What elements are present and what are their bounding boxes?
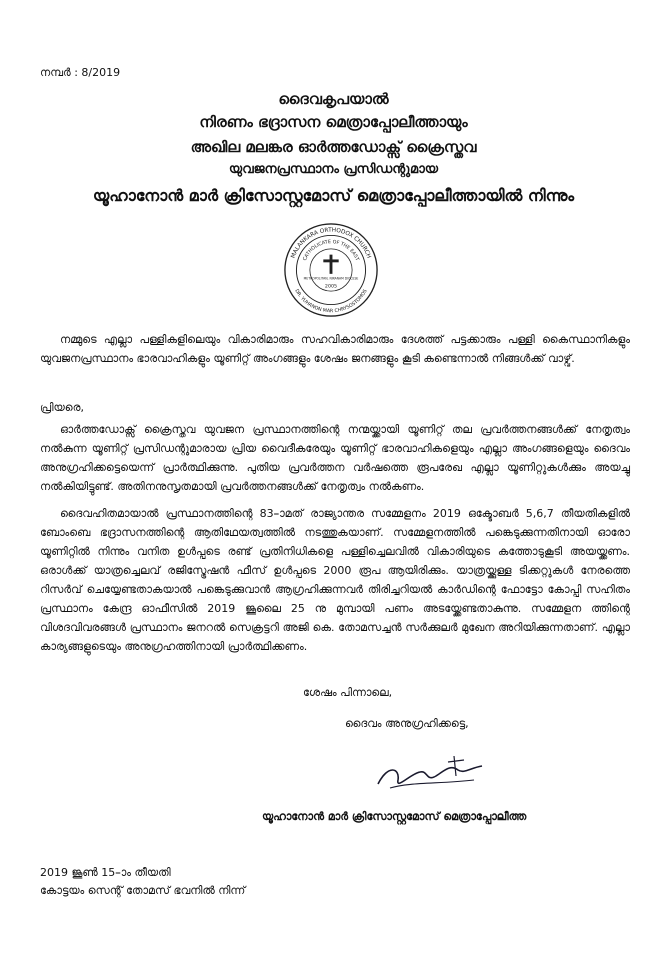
greeting-paragraph: നമ്മുടെ എല്ലാ പള്ളികളിലെയും വികാരിമാരും സഹവികാരിമാരും ദേശത്ത് പട്ടക്കാരും പള്ളി കൈസ്ഥാനികളും യുവജനപ്രസ്ഥാനം ഭാരവാഹികളും യൂണിറ്റ് അംഗങ്ങളും ശേഷം ജനങ്ങളും കൂടി കണ്ടെന്നാല്‍ നിങ്ങള്‍ക്ക് വാഴ്വ്.: [40, 333, 630, 365]
seal-bottom-text: DR. YUHANON MAR CHRYSOSTOMOS: [293, 288, 369, 315]
signer-name: യൂഹാനോന്‍ മാര്‍ ക്രിസോസ്റ്റമോസ് മെത്രാപ്പോലീത്ത: [262, 810, 527, 823]
header-line-2: നിരണം ഭദ്രാസന മെത്രാപ്പോലീത്തായും: [199, 113, 468, 131]
signature-image: [370, 746, 490, 796]
issue-date: 2019 ജൂണ്‍ 15–ാം തീയതി: [40, 866, 171, 879]
header-line-3: അഖില മലങ്കര ഓര്‍ത്തഡോക്സ് ക്രൈസ്തവ: [190, 138, 477, 156]
header-line-1: ദൈവകൃപയാല്‍: [278, 90, 389, 108]
closing-line-1: ശേഷം പിന്നാലെ,: [303, 686, 393, 699]
issue-place: കോട്ടയം സെന്റ് തോമസ് ഭവനില്‍ നിന്ന്: [40, 884, 246, 897]
seal-center-text: METROPOLITAN, NIRANAM DIOCESE: [303, 276, 359, 281]
header-line-4: യുവജനപ്രസ്ഥാനം പ്രസിഡന്റുമായ: [228, 162, 439, 177]
church-seal: [283, 222, 379, 318]
body-paragraph-1: ഓര്‍ത്തഡോക്സ് ക്രൈസ്തവ യുവജന പ്രസ്ഥാനത്തിന്റെ നന്മയ്ക്കായി യൂണിറ്റ് തല പ്രവര്‍ത്തനങ്ങള്‍ക്ക് നേതൃത്വം നല്‍കുന്ന യൂണിറ്റ് പ്രസിഡന്റുമാരായ പ്രിയ വൈദീകരേയും യൂണിറ്റ് ഭാരവാഹികളെയും എല്ലാ അംഗങ്ങളെയും ദൈവം അനുഗ്രഹിക്കട്ടെയെന്ന് പ്രാര്‍ത്ഥിക്കുന്നു. പുതിയ പ്രവര്‍ത്തന വര്‍ഷത്തെ രൂപരേഖ എല്ലാ യൂണിറ്റുകള്‍ക്കും അയച്ചു നല്‍കിയിട്ടുണ്ട്. അതിനനുസൃതമായി പ്രവര്‍ത്തനങ്ങള്‍ക്ക് നേതൃത്വം നല്‍കണം.: [40, 423, 630, 493]
salutation: പ്രിയരെ,: [40, 401, 84, 414]
seal-year: 2005: [324, 284, 338, 290]
header-line-5: യൂഹാനോന്‍ മാര്‍ ക്രിസോസ്റ്റമോസ് മെത്രാപ്പോലീത്തായില്‍ നിന്നും: [92, 186, 575, 205]
body-paragraph-2: ദൈവഹിതമായാല്‍ പ്രസ്ഥാനത്തിന്റെ 83–ാമത് രാജ്യാന്തര സമ്മേളനം 2019 ഒക്ടോബര്‍ 5,6,7 തീയതികളില്‍ ബോംബെ ഭദ്രാസനത്തിന്റെ ആതിഥേയത്വത്തില്‍ നടത്തുകയാണ്. സമ്മേളനത്തില്‍ പങ്കെടുക്കുന്നതിനായി ഓരോ യൂണിറ്റില്‍ നിന്നും വനിത ഉള്‍പ്പടെ രണ്ട് പ്രതിനിധികളെ പള്ളിച്ചെലവില്‍ വികാരിയുടെ കത്തോടുകൂടി അയയ്ക്കണം. ഒരാള്‍ക്ക് യാത്രച്ചെലവ് രജിസ്ട്രേഷന്‍ ഫീസ് ഉള്‍പ്പടെ 2000 രൂപ ആയിരിക്കും. യാത്രയ്ക്കുള്ള ടിക്കറ്റുകള്‍ നേരത്തെ റിസര്‍വ് ചെയ്യേണ്ടതാകയാല്‍ പങ്കെടുക്കുവാന്‍ ആഗ്രഹിക്കുന്നവര്‍ തിരിച്ചറിയല്‍ കാര്‍ഡിന്റെ ഫോട്ടോ കോപ്പി സഹിതം പ്രസ്ഥാനം കേന്ദ്ര ഓഫീസില്‍ 2019 ജൂലൈ 25 നു മുമ്പായി പണം അടയ്ക്കേണ്ടതാകുന്നു. സമ്മേളന ത്തിന്റെ വിശദവിവരങ്ങള്‍ പ്രസ്ഥാനം ജനറല്‍ സെക്രട്ടറി അജി കെ. തോമസച്ചന്‍ സര്‍ക്കുലര്‍ മുഖേന അറിയിക്കുന്നതാണ്. എല്ലാ കാര്യങ്ങളുടെയും അനുഗ്രഹത്തിനായി പ്രാര്‍ത്ഥിക്കണം.: [40, 507, 630, 653]
cross-icon: [323, 255, 338, 274]
reference-number: നമ്പര്‍ : 8/2019: [40, 66, 121, 79]
closing-line-2: ദൈവം അനുഗ്രഹിക്കട്ടെ,: [345, 717, 469, 730]
seal-inner-text: CATHOLICATE OF THE EAST: [302, 240, 360, 262]
seal-outer-text: MALANKARA ORTHODOX CHURCH: [290, 227, 372, 260]
